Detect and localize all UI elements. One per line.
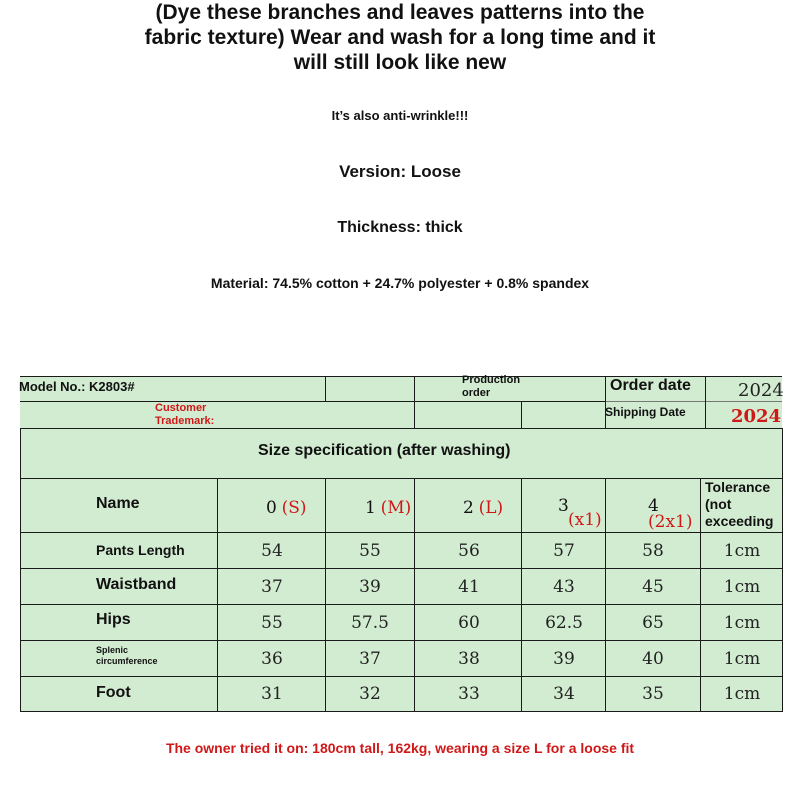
size-number: 1 bbox=[365, 498, 376, 518]
size-number: 2 bbox=[463, 498, 474, 518]
size-tag-4 bbox=[648, 512, 692, 532]
table-background bbox=[20, 429, 782, 712]
size-tag: (M) bbox=[380, 498, 412, 518]
headline-line-3: will still look like new bbox=[293, 51, 507, 74]
customer-trademark-label bbox=[155, 402, 214, 428]
model-number: Model No.: K2803# bbox=[19, 379, 135, 394]
size-tag: (2x1) bbox=[648, 512, 693, 532]
row-name-splenic bbox=[96, 645, 158, 667]
headline-line-1: (Dye these branches and leaves patterns into the bbox=[155, 1, 645, 24]
splenic-label: Splenic bbox=[96, 645, 129, 655]
trademark-label: Trademark: bbox=[155, 415, 215, 427]
size-header-1 bbox=[365, 498, 411, 518]
customer-label: Customer bbox=[155, 402, 207, 414]
production-label: Production bbox=[462, 374, 521, 386]
size-table: Model No.: K2803# Customer Trademark: Production order Order date 2024 Shipping Date 2024 Size specification (after washing) Name 0 (S) 1 (M) 2 (L) 3 (x1) 4 (2x1) Tolerance (not exceeding Pants Length Waistband Hips Splenic circumference Foot 54 55 56 57 58 1cm 37 39 41 43 45 1cm 55 57.5 60 62.5 65 1cm 36 37 38 39 40 1cm 31 32 33 34 35 1cm bbox=[0, 0, 800, 791]
table-title: Size specification (after washing) bbox=[258, 442, 511, 459]
circumference-label: circumference bbox=[96, 656, 158, 666]
version-label: Version: Loose bbox=[339, 162, 461, 181]
row-name-pants-length: Pants Length bbox=[96, 542, 185, 558]
row-name-hips: Hips bbox=[96, 611, 131, 628]
name-header: Name bbox=[96, 495, 140, 512]
size-tag: (x1) bbox=[568, 510, 602, 530]
row-name-waistband: Waistband bbox=[96, 576, 177, 593]
order-label: order bbox=[462, 387, 491, 399]
tolerance-line-3: exceeding bbox=[705, 513, 774, 529]
size-tag: (S) bbox=[281, 498, 307, 518]
size-number: 4 bbox=[648, 496, 659, 516]
shipping-date-value: 2024 bbox=[731, 406, 782, 427]
tolerance-line-2: (not bbox=[705, 496, 732, 512]
size-header-0 bbox=[266, 498, 306, 518]
fit-note: The owner tried it on: 180cm tall, 162kg, wearing a size L for a loose fit bbox=[165, 740, 635, 756]
production-order-label bbox=[462, 374, 520, 400]
size-header-2 bbox=[463, 498, 503, 518]
size-number: 0 bbox=[266, 498, 277, 518]
anti-wrinkle-note: It’s also anti-wrinkle!!! bbox=[331, 108, 469, 123]
order-date-label: Order date bbox=[610, 377, 691, 394]
size-tag-3 bbox=[568, 510, 602, 530]
headline-line-2: fabric texture) Wear and wash for a long time and it bbox=[144, 26, 656, 49]
order-date-value: 2024 bbox=[738, 380, 784, 401]
thickness-label: Thickness: thick bbox=[337, 219, 463, 236]
material-label: Material: 74.5% cotton + 24.7% polyester + 0.8% spandex bbox=[210, 275, 590, 291]
tolerance-header bbox=[705, 479, 773, 530]
size-number: 3 bbox=[558, 496, 569, 516]
row-name-foot: Foot bbox=[96, 684, 131, 701]
tolerance-line-1: Tolerance bbox=[705, 479, 771, 495]
size-tag: (L) bbox=[478, 498, 504, 518]
shipping-date-label: Shipping Date bbox=[605, 405, 686, 419]
